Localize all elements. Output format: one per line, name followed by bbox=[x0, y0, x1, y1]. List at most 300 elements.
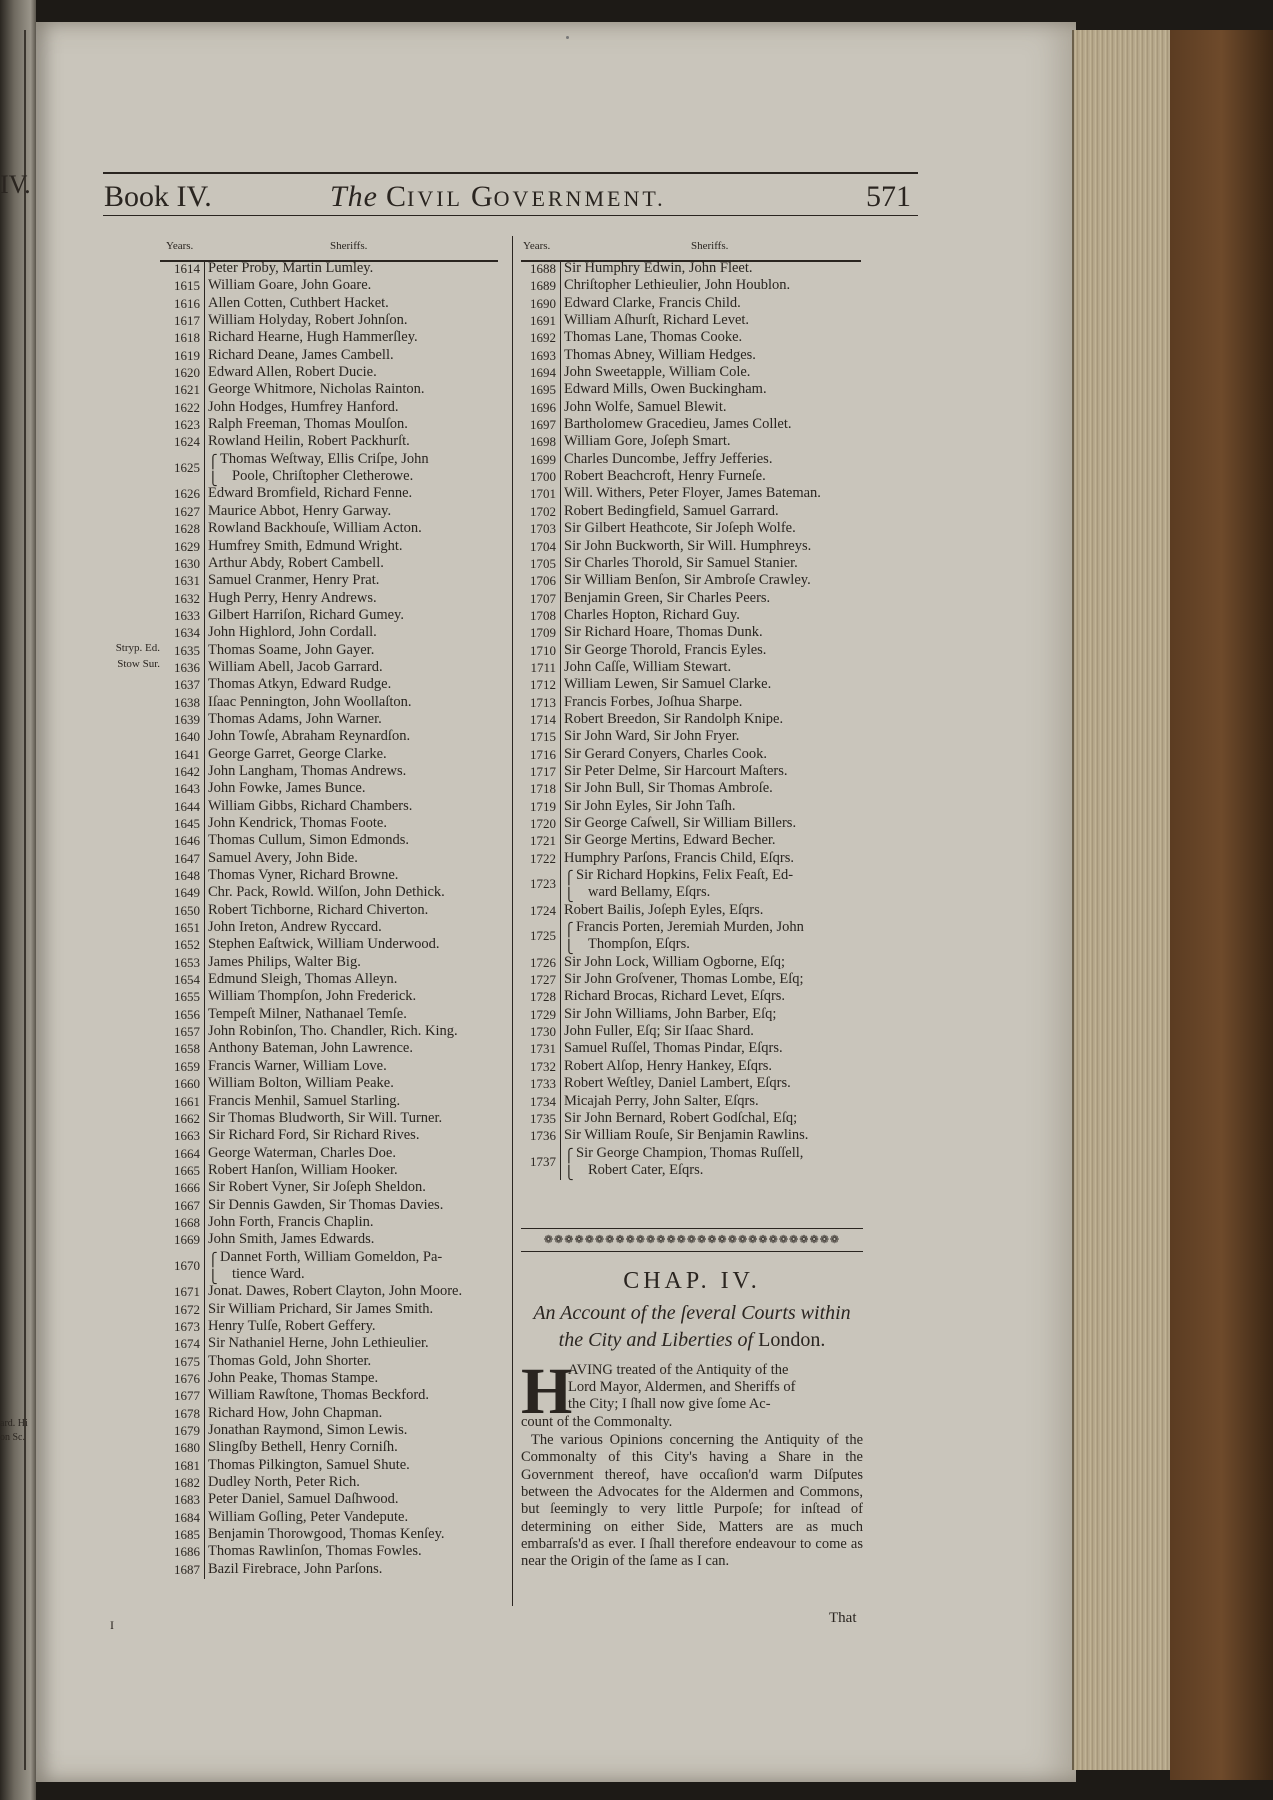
brace-icon: ⎧ ⎩ bbox=[208, 453, 218, 486]
year-cell: 1654 bbox=[174, 972, 200, 988]
table-row bbox=[160, 1543, 500, 1560]
sheriffs-cell: Peter Daniel, Samuel Daſhwood. bbox=[208, 1491, 399, 1508]
sheriffs-cell: Thompſon, Eſqrs. bbox=[588, 936, 690, 953]
sheriffs-table-right bbox=[521, 236, 863, 1179]
sheriffs-cell: Micajah Perry, John Salter, Eſqrs. bbox=[564, 1092, 759, 1109]
table-row bbox=[521, 416, 863, 433]
sheriffs-cell: William Goſling, Peter Vandepute. bbox=[208, 1508, 409, 1525]
year-cell: 1684 bbox=[174, 1509, 200, 1525]
sheriffs-cell: Francis Warner, William Love. bbox=[208, 1057, 387, 1074]
table-row bbox=[521, 1093, 863, 1110]
table-row bbox=[160, 260, 500, 277]
sheriffs-cell: Sir John Groſvener, Thomas Lombe, Eſq; bbox=[564, 971, 804, 988]
year-cell: 1653 bbox=[174, 954, 200, 970]
table-row bbox=[521, 746, 863, 763]
sheriffs-cell: William Goare, John Goare. bbox=[208, 277, 372, 294]
year-cell: 1618 bbox=[174, 330, 200, 346]
catchword: That bbox=[829, 1610, 857, 1626]
table-row bbox=[521, 1040, 863, 1057]
year-cell: 1630 bbox=[174, 555, 200, 571]
sheriffs-cell: Thomas Soame, John Gayer. bbox=[208, 641, 375, 658]
year-cell: 1644 bbox=[174, 798, 200, 814]
year-cell: 1724 bbox=[530, 902, 556, 918]
table-row bbox=[160, 399, 500, 416]
book-cover bbox=[1170, 30, 1273, 1780]
chapter-subtitle: An Account of the ſeveral Courts within the City and Liberties of London. bbox=[533, 1302, 851, 1351]
table-row bbox=[160, 1318, 500, 1335]
year-cell: 1617 bbox=[174, 313, 200, 329]
year-cell: 1673 bbox=[174, 1318, 200, 1334]
table-row bbox=[521, 520, 863, 537]
year-cell: 1690 bbox=[530, 295, 556, 311]
table-row bbox=[160, 642, 500, 659]
table-row bbox=[160, 520, 500, 537]
sheriffs-cell: Edmund Sleigh, Thomas Alleyn. bbox=[208, 971, 398, 988]
sheriffs-cell: Will. Withers, Peter Floyer, James Bateman. bbox=[564, 485, 821, 502]
table-row bbox=[160, 624, 500, 641]
year-cell: 1641 bbox=[174, 746, 200, 762]
table-row bbox=[521, 468, 863, 485]
sheriffs-cell: William Thompſon, John Frederick. bbox=[208, 988, 417, 1005]
year-cell: 1719 bbox=[530, 798, 556, 814]
sheriffs-cell: Thomas Adams, John Warner. bbox=[208, 710, 382, 727]
brace-icon: ⎧ ⎩ bbox=[564, 1147, 574, 1180]
table-row bbox=[160, 416, 500, 433]
table-row bbox=[160, 590, 500, 607]
table-row bbox=[160, 659, 500, 676]
table-row bbox=[521, 988, 863, 1005]
table-row bbox=[160, 1457, 500, 1474]
year-cell: 1721 bbox=[530, 833, 556, 849]
table-row bbox=[160, 1093, 500, 1110]
year-cell: 1700 bbox=[530, 469, 556, 485]
sheriffs-cell: Bazil Firebrace, John Parſons. bbox=[208, 1560, 383, 1577]
sheriffs-cell: Humphry Parſons, Francis Child, Eſqrs. bbox=[564, 849, 794, 866]
sheriffs-cell: Thomas Abney, William Hedges. bbox=[564, 346, 756, 363]
page-mark bbox=[566, 36, 569, 39]
table-row bbox=[160, 1353, 500, 1370]
year-cell: 1718 bbox=[530, 781, 556, 797]
sheriffs-cell: William Holyday, Robert Johnſon. bbox=[208, 312, 408, 329]
table-row bbox=[160, 1335, 500, 1352]
year-cell: 1713 bbox=[530, 694, 556, 710]
year-cell: 1734 bbox=[530, 1093, 556, 1109]
sheriffs-cell: Ralph Freeman, Thomas Moulſon. bbox=[208, 416, 408, 433]
table-row bbox=[160, 607, 500, 624]
table-row bbox=[521, 867, 863, 902]
sheriffs-cell: Slingſby Bethell, Henry Corniſh. bbox=[208, 1439, 398, 1456]
sheriffs-cell: Sir George Mertins, Edward Becher. bbox=[564, 832, 776, 849]
year-cell: 1652 bbox=[174, 937, 200, 953]
table-header bbox=[521, 236, 863, 260]
table-row bbox=[521, 260, 863, 277]
chapter-heading: CHAP. IV. bbox=[623, 1268, 761, 1294]
year-cell: 1668 bbox=[174, 1214, 200, 1230]
year-cell: 1714 bbox=[530, 711, 556, 727]
table-row bbox=[521, 1110, 863, 1127]
sheriffs-cell: Richard Deane, James Cambell. bbox=[208, 346, 394, 363]
year-cell: 1649 bbox=[174, 885, 200, 901]
sheriffs-cell: Robert Weſtley, Daniel Lambert, Eſqrs. bbox=[564, 1075, 791, 1092]
table-row bbox=[160, 295, 500, 312]
sheriffs-cell: Sir Humphry Edwin, John Fleet. bbox=[564, 260, 753, 276]
table-row bbox=[521, 1058, 863, 1075]
year-cell: 1715 bbox=[530, 729, 556, 745]
sheriffs-cell: William Lewen, Sir Samuel Clarke. bbox=[564, 676, 772, 693]
year-cell: 1616 bbox=[174, 295, 200, 311]
sheriffs-cell: John Langham, Thomas Andrews. bbox=[208, 762, 407, 779]
sheriffs-cell: Allen Cotten, Cuthbert Hacket. bbox=[208, 294, 389, 311]
table-row bbox=[160, 347, 500, 364]
sheriffs-cell: James Philips, Walter Big. bbox=[208, 953, 361, 970]
table-row bbox=[160, 1387, 500, 1404]
sheriffs-cell: Sir William Rouſe, Sir Benjamin Rawlins. bbox=[564, 1127, 809, 1144]
sheriffs-cell: Richard Hearne, Hugh Hammerſley. bbox=[208, 329, 418, 346]
sheriffs-cell: Edward Allen, Robert Ducie. bbox=[208, 364, 377, 381]
table-row bbox=[160, 815, 500, 832]
sheriffs-cell: Thomas Pilkington, Samuel Shute. bbox=[208, 1456, 410, 1473]
drop-cap: H bbox=[521, 1355, 573, 1428]
year-cell: 1712 bbox=[530, 677, 556, 693]
year-cell: 1702 bbox=[530, 503, 556, 519]
table-row bbox=[160, 1127, 500, 1144]
header-rule bbox=[103, 172, 918, 174]
year-cell: 1651 bbox=[174, 920, 200, 936]
table-row bbox=[160, 1075, 500, 1092]
sheriffs-cell: Sir John Lock, William Ogborne, Eſq; bbox=[564, 953, 786, 970]
year-cell: 1689 bbox=[530, 278, 556, 294]
year-cell: 1631 bbox=[174, 573, 200, 589]
year-cell: 1707 bbox=[530, 590, 556, 606]
year-cell: 1685 bbox=[174, 1527, 200, 1543]
sheriffs-cell: John Highlord, John Cordall. bbox=[208, 624, 377, 641]
running-head-book: Book IV. bbox=[104, 180, 212, 213]
sheriffs-header: Sheriffs. bbox=[330, 240, 368, 252]
sheriffs-cell: Sir John Ward, Sir John Fryer. bbox=[564, 728, 740, 745]
table-row bbox=[521, 329, 863, 346]
sheriffs-cell: George Garret, George Clarke. bbox=[208, 745, 387, 762]
table-row bbox=[160, 919, 500, 936]
sheriffs-cell: Sir Richard Hopkins, Felix Feaſt, Ed- bbox=[576, 867, 794, 884]
year-cell: 1638 bbox=[174, 694, 200, 710]
sheriffs-cell: Rowland Backhouſe, William Acton. bbox=[208, 520, 422, 537]
sheriffs-cell: Samuel Avery, John Bide. bbox=[208, 849, 358, 866]
year-cell: 1682 bbox=[174, 1475, 200, 1491]
sheriffs-cell: Stephen Eaſtwick, William Underwood. bbox=[208, 936, 440, 953]
years-header: Years. bbox=[166, 240, 194, 252]
sheriffs-cell: Sir Dennis Gawden, Sir Thomas Davies. bbox=[208, 1196, 444, 1213]
sheriffs-cell: Sir John Williams, John Barber, Eſq; bbox=[564, 1005, 777, 1022]
year-cell: 1692 bbox=[530, 330, 556, 346]
left-page-tag: IV. bbox=[0, 170, 31, 199]
table-row bbox=[521, 624, 863, 641]
table-row bbox=[160, 728, 500, 745]
year-cell: 1723 bbox=[530, 876, 556, 892]
sheriffs-cell: Francis Forbes, Joſhua Sharpe. bbox=[564, 693, 743, 710]
year-cell: 1670 bbox=[174, 1257, 200, 1273]
table-row bbox=[160, 312, 500, 329]
table-row bbox=[160, 1405, 500, 1422]
year-cell: 1686 bbox=[174, 1544, 200, 1560]
year-cell: 1683 bbox=[174, 1492, 200, 1508]
year-cell: 1725 bbox=[530, 928, 556, 944]
table-row bbox=[160, 277, 500, 294]
year-cell: 1688 bbox=[530, 261, 556, 276]
sheriffs-cell: Robert Beachcroft, Henry Furneſe. bbox=[564, 468, 766, 485]
year-cell: 1698 bbox=[530, 434, 556, 450]
table-row bbox=[521, 798, 863, 815]
sheriffs-cell: John Sweetapple, William Cole. bbox=[564, 364, 751, 381]
sheriffs-cell: John Fowke, James Bunce. bbox=[208, 780, 366, 797]
year-cell: 1622 bbox=[174, 399, 200, 415]
sheriffs-cell: John Peake, Thomas Stampe. bbox=[208, 1370, 379, 1386]
table-row bbox=[521, 347, 863, 364]
year-cell: 1643 bbox=[174, 781, 200, 797]
year-cell: 1664 bbox=[174, 1145, 200, 1161]
table-row bbox=[160, 1249, 500, 1284]
sheriffs-cell: Rowland Heilin, Robert Packhurſt. bbox=[208, 433, 410, 450]
table-row bbox=[521, 503, 863, 520]
sheriffs-rows bbox=[521, 260, 863, 1179]
table-row bbox=[160, 451, 500, 486]
year-cell: 1708 bbox=[530, 607, 556, 623]
sheriffs-cell: Sir John Bernard, Robert Godſchal, Eſq; bbox=[564, 1109, 798, 1126]
sheriffs-cell: William Gore, Joſeph Smart. bbox=[564, 433, 731, 450]
sheriffs-cell: Edward Bromfield, Richard Fenne. bbox=[208, 485, 413, 502]
sheriffs-cell: Benjamin Thorowgood, Thomas Kenſey. bbox=[208, 1526, 445, 1543]
table-row bbox=[521, 590, 863, 607]
table-row bbox=[160, 381, 500, 398]
table-row bbox=[160, 936, 500, 953]
table-row bbox=[521, 642, 863, 659]
year-cell: 1646 bbox=[174, 833, 200, 849]
table-row bbox=[160, 1509, 500, 1526]
year-cell: 1658 bbox=[174, 1041, 200, 1057]
table-row bbox=[160, 572, 500, 589]
sheriffs-cell: Thomas Atkyn, Edward Rudge. bbox=[208, 676, 392, 693]
sheriffs-cell: Sir George Thorold, Francis Eyles. bbox=[564, 641, 767, 658]
table-row bbox=[521, 607, 863, 624]
year-cell: 1627 bbox=[174, 503, 200, 519]
year-cell: 1726 bbox=[530, 954, 556, 970]
sheriffs-cell: Sir Robert Vyner, Sir Joſeph Sheldon. bbox=[208, 1179, 426, 1196]
sheriffs-cell: Edward Mills, Owen Buckingham. bbox=[564, 381, 767, 398]
table-row bbox=[521, 971, 863, 988]
year-cell: 1634 bbox=[174, 625, 200, 641]
year-cell: 1735 bbox=[530, 1110, 556, 1126]
sheriffs-cell: Dudley North, Peter Rich. bbox=[208, 1474, 360, 1491]
table-row bbox=[521, 919, 863, 954]
sheriffs-header: Sheriffs. bbox=[691, 240, 729, 252]
sheriffs-cell: Anthony Bateman, John Lawrence. bbox=[208, 1040, 413, 1057]
year-cell: 1706 bbox=[530, 573, 556, 589]
table-row bbox=[160, 503, 500, 520]
sheriffs-cell: Thomas Vyner, Richard Browne. bbox=[208, 867, 399, 884]
year-cell: 1659 bbox=[174, 1058, 200, 1074]
year-cell: 1676 bbox=[174, 1371, 200, 1386]
year-cell: 1645 bbox=[174, 816, 200, 831]
sheriffs-cell: Henry Tulſe, Robert Geffery. bbox=[208, 1317, 376, 1334]
year-cell: 1625 bbox=[174, 459, 200, 475]
year-cell: 1728 bbox=[530, 989, 556, 1005]
table-row bbox=[160, 1197, 500, 1214]
year-cell: 1623 bbox=[174, 417, 200, 433]
table-row bbox=[160, 555, 500, 572]
sheriffs-cell: ward Bellamy, Eſqrs. bbox=[588, 884, 711, 901]
sheriffs-cell: Edward Clarke, Francis Child. bbox=[564, 294, 741, 311]
year-cell: 1693 bbox=[530, 347, 556, 363]
table-row bbox=[521, 538, 863, 555]
sheriffs-cell: William Abell, Jacob Garrard. bbox=[208, 658, 383, 675]
brace-icon: ⎧ ⎩ bbox=[564, 870, 574, 903]
table-row bbox=[521, 728, 863, 745]
table-row bbox=[521, 815, 863, 832]
table-row bbox=[160, 1040, 500, 1057]
year-cell: 1732 bbox=[530, 1058, 556, 1074]
table-row bbox=[521, 485, 863, 502]
table-row bbox=[160, 1370, 500, 1387]
table-row bbox=[160, 1474, 500, 1491]
year-cell: 1666 bbox=[174, 1180, 200, 1196]
year-cell: 1633 bbox=[174, 607, 200, 623]
sheriffs-cell: John Robinſon, Tho. Chandler, Rich. King. bbox=[208, 1023, 458, 1040]
year-cell: 1731 bbox=[530, 1041, 556, 1057]
table-row bbox=[521, 902, 863, 919]
year-cell: 1720 bbox=[530, 816, 556, 831]
table-row bbox=[160, 1058, 500, 1075]
year-cell: 1648 bbox=[174, 868, 200, 884]
year-cell: 1701 bbox=[530, 486, 556, 502]
table-row bbox=[521, 1145, 863, 1180]
table-row bbox=[160, 1561, 500, 1578]
sheriffs-cell: Thomas Lane, Thomas Cooke. bbox=[564, 329, 743, 346]
year-cell: 1697 bbox=[530, 417, 556, 433]
years-header: Years. bbox=[523, 240, 551, 252]
sheriffs-cell: Samuel Cranmer, Henry Prat. bbox=[208, 572, 380, 589]
sheriffs-cell: John Towſe, Abraham Reynardſon. bbox=[208, 728, 411, 745]
sheriffs-cell: Sir George Caſwell, Sir William Billers. bbox=[564, 815, 797, 831]
year-cell: 1650 bbox=[174, 902, 200, 918]
sheriffs-cell: tience Ward. bbox=[232, 1265, 305, 1282]
table-row bbox=[521, 399, 863, 416]
year-cell: 1636 bbox=[174, 659, 200, 675]
table-row bbox=[160, 988, 500, 1005]
sheriffs-cell: Dannet Forth, William Gomeldon, Pa- bbox=[220, 1248, 443, 1265]
left-page-note: on Sc. bbox=[0, 1432, 25, 1443]
sheriffs-cell: Sir Richard Ford, Sir Richard Rives. bbox=[208, 1127, 420, 1144]
sheriffs-cell: Sir George Champion, Thomas Ruſſell, bbox=[576, 1144, 804, 1161]
table-row bbox=[160, 798, 500, 815]
table-row bbox=[160, 1179, 500, 1196]
sheriffs-cell: John Wolfe, Samuel Blewit. bbox=[564, 398, 727, 415]
table-row bbox=[160, 1526, 500, 1543]
year-cell: 1626 bbox=[174, 486, 200, 502]
table-row bbox=[521, 277, 863, 294]
year-cell: 1733 bbox=[530, 1076, 556, 1092]
year-cell: 1615 bbox=[174, 278, 200, 294]
sheriffs-cell: Peter Proby, Martin Lumley. bbox=[208, 260, 374, 276]
sheriffs-cell: Francis Porten, Jeremiah Murden, John bbox=[576, 919, 804, 936]
sheriffs-cell: Sir Gilbert Heathcote, Sir Joſeph Wolfe. bbox=[564, 520, 796, 537]
paragraph-line: Lord Mayor, Aldermen, and Sheriffs of bbox=[568, 1379, 796, 1395]
year-cell: 1662 bbox=[174, 1110, 200, 1126]
sheriffs-cell: Robert Bedingfield, Samuel Garrard. bbox=[564, 502, 779, 519]
year-cell: 1675 bbox=[174, 1353, 200, 1369]
table-row bbox=[160, 884, 500, 901]
table-row bbox=[160, 780, 500, 797]
year-cell: 1647 bbox=[174, 850, 200, 866]
sheriffs-cell: Robert Breedon, Sir Randolph Knipe. bbox=[564, 710, 784, 727]
sheriffs-cell: Sir Thomas Bludworth, Sir Will. Turner. bbox=[208, 1109, 443, 1126]
header-rule bbox=[103, 215, 918, 216]
sheriffs-cell: Hugh Perry, Henry Andrews. bbox=[208, 589, 377, 606]
table-row bbox=[521, 832, 863, 849]
year-cell: 1629 bbox=[174, 538, 200, 554]
table-row bbox=[521, 676, 863, 693]
year-cell: 1639 bbox=[174, 711, 200, 727]
sheriffs-cell: Robert Hanſon, William Hooker. bbox=[208, 1161, 398, 1178]
table-row bbox=[521, 451, 863, 468]
table-row bbox=[160, 485, 500, 502]
sheriffs-cell: Thomas Rawlinſon, Thomas Fowles. bbox=[208, 1543, 422, 1560]
sheriffs-cell: Jonat. Dawes, Robert Clayton, John Moore. bbox=[208, 1283, 463, 1300]
left-page-edge bbox=[0, 0, 36, 1800]
column-divider bbox=[512, 236, 513, 1606]
signature-mark: I bbox=[110, 1618, 114, 1632]
table-row bbox=[521, 780, 863, 797]
table-row bbox=[521, 364, 863, 381]
sheriffs-cell: John Caſſe, William Stewart. bbox=[564, 658, 732, 675]
sheriffs-cell: Sir John Eyles, Sir John Taſh. bbox=[564, 797, 736, 814]
side-note: Stow Sur. bbox=[117, 658, 160, 670]
year-cell: 1699 bbox=[530, 451, 556, 467]
running-head-title: The CIVIL GOVERNMENT. bbox=[330, 180, 666, 213]
year-cell: 1711 bbox=[530, 659, 556, 675]
table-row bbox=[160, 1006, 500, 1023]
sheriffs-cell: Maurice Abbot, Henry Garway. bbox=[208, 502, 392, 519]
year-cell: 1657 bbox=[174, 1024, 200, 1040]
table-row bbox=[521, 312, 863, 329]
table-row bbox=[160, 832, 500, 849]
table-row bbox=[160, 329, 500, 346]
sheriffs-cell: William Rawſtone, Thomas Beckford. bbox=[208, 1387, 430, 1404]
paragraph-line: AVING treated of the Antiquity of the bbox=[568, 1362, 789, 1378]
year-cell: 1704 bbox=[530, 538, 556, 554]
table-row bbox=[521, 572, 863, 589]
year-cell: 1678 bbox=[174, 1405, 200, 1421]
sheriffs-cell: Jonathan Raymond, Simon Lewis. bbox=[208, 1422, 408, 1439]
year-cell: 1722 bbox=[530, 850, 556, 866]
year-cell: 1681 bbox=[174, 1457, 200, 1473]
year-cell: 1655 bbox=[174, 989, 200, 1005]
sheriffs-cell: Chriſtopher Lethieulier, John Houblon. bbox=[564, 277, 791, 294]
paragraph: The various Opinions concerning the Antiquity of the Commonalty of this City's having a Share in the Government thereof, have occaſion'd warm Diſputes between the Advocates for the Aldermen and Commons, but ſeemingly to very little Purpoſe; for inſtead of determining on either Side, Matters are as much embarraſs'd as ever. I ſhall therefore endeavour to come as near the Origin of the ſame as I can. bbox=[521, 1432, 863, 1570]
table-row bbox=[160, 850, 500, 867]
year-cell: 1632 bbox=[174, 590, 200, 606]
year-cell: 1677 bbox=[174, 1388, 200, 1404]
year-cell: 1661 bbox=[174, 1093, 200, 1109]
table-row bbox=[160, 676, 500, 693]
gutter-line bbox=[24, 30, 26, 1770]
sheriffs-cell: Arthur Abdy, Robert Cambell. bbox=[208, 554, 384, 571]
table-row bbox=[521, 295, 863, 312]
year-cell: 1687 bbox=[174, 1561, 200, 1577]
year-cell: 1736 bbox=[530, 1128, 556, 1144]
table-row bbox=[521, 711, 863, 728]
table-row bbox=[521, 694, 863, 711]
year-cell: 1656 bbox=[174, 1006, 200, 1022]
year-cell: 1709 bbox=[530, 625, 556, 641]
